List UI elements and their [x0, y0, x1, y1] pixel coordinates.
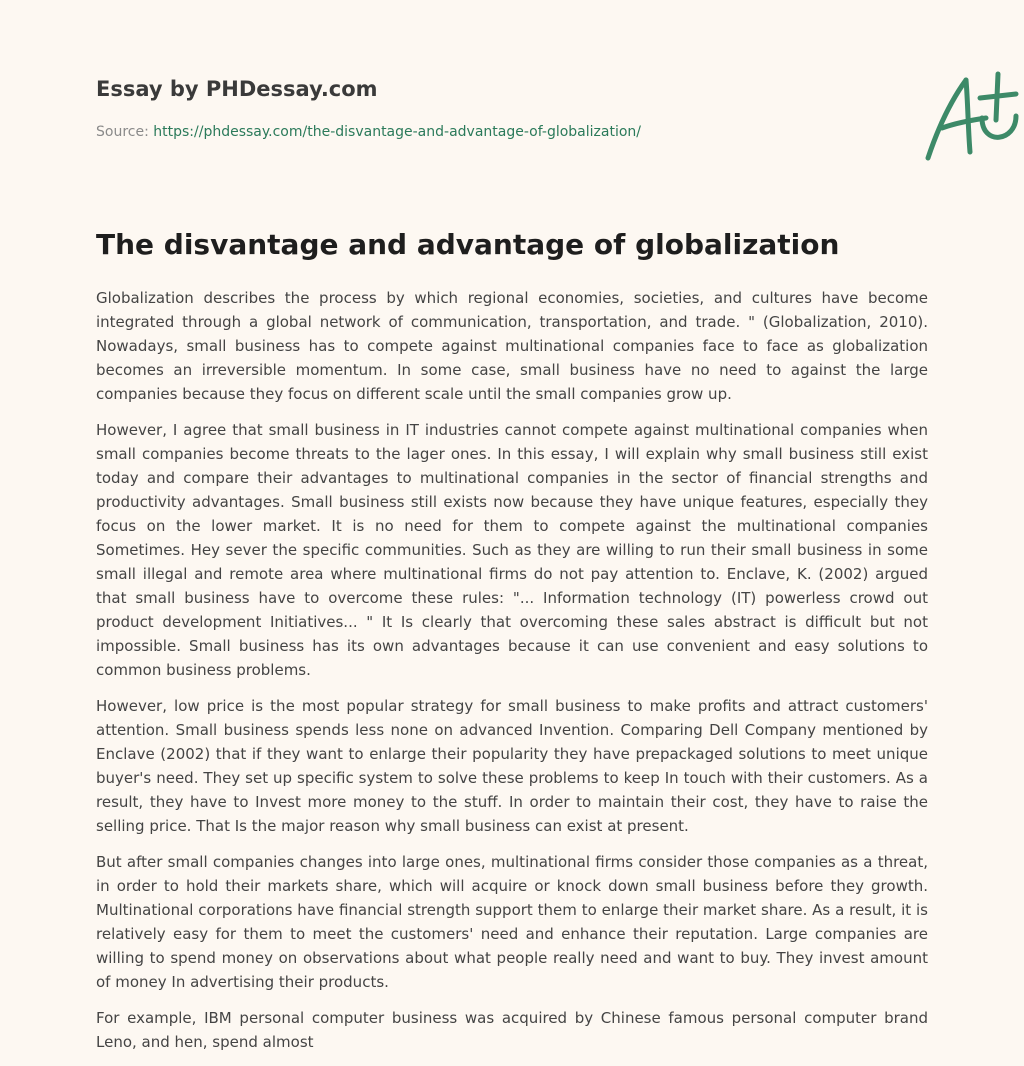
essay-paragraph: Globalization describes the process by which regional economies, societies, and cultures have become integrated through a global network of communication, transportation, and trade. " (Globalization, 2010). Nowadays, small business has to compete against multinational companies face to face as globalization becomes an irreversible momentum. In some case, small business have no need to against the large companies because they focus on different scale until the small companies grow up. [96, 289, 928, 403]
essay-paragraph: However, low price is the most popular strategy for small business to make profits and attract customers' attention. Small business spends less none on advanced Invention. Comparing Dell Company mentioned by Enclave (2002) that if they want to enlarge their popularity they have prepackaged solutions to meet unique buyer's need. They set up specific system to solve these problems to keep In touch with their customers. As a result, they have to Invest more money to the stuff. In order to maintain their cost, they have to raise the selling price. That Is the major reason why small business can exist at present. [96, 697, 928, 835]
source-line [96, 124, 641, 140]
source-link[interactable]: https://phdessay.com/the-disvantage-and-advantage-of-globalization/ [153, 124, 641, 140]
a-plus-logo-icon [916, 68, 1024, 164]
essay-paragraph: For example, IBM personal computer business was acquired by Chinese famous personal computer brand Leno, and hen, spend almost [96, 1009, 928, 1051]
source-label: Source: [96, 124, 154, 140]
essay-title: The disvantage and advantage of globalization [96, 228, 840, 261]
essay-paragraph: But after small companies changes into large ones, multinational firms consider those companies as a threat, in order to hold their markets share, which will acquire or knock down small business before they growth. Multinational corporations have financial strength support them to enlarge their market share. As a result, it is relatively easy for them to meet the customers' need and enhance their reputation. Large companies are willing to spend money on observations about what people really need and want to buy. They invest amount of money In advertising their products. [96, 853, 928, 991]
essay-paragraph: However, I agree that small business in IT industries cannot compete against multinational companies when small companies become threats to the lager ones. In this essay, I will explain why small business still exist today and compare their advantages to multinational companies in the sector of financial strengths and productivity advantages. Small business still exists now because they have unique features, especially they focus on the lower market. It is no need for them to compete against the multinational companies Sometimes. Hey sever the specific communities. Such as they are willing to run their small business in some small illegal and remote area where multinational firms do not pay attention to. Enclave, K. (2002) argued that small business have to overcome these rules: "... Information technology (IT) powerless crowd out product development Initiatives... " It Is clearly that overcoming these sales abstract is difficult but not impossible. Small business has its own advantages because it can use convenient and easy solutions to common business problems. [96, 421, 928, 679]
site-brand: Essay by PHDessay.com [96, 77, 378, 101]
essay-body [96, 286, 928, 1066]
